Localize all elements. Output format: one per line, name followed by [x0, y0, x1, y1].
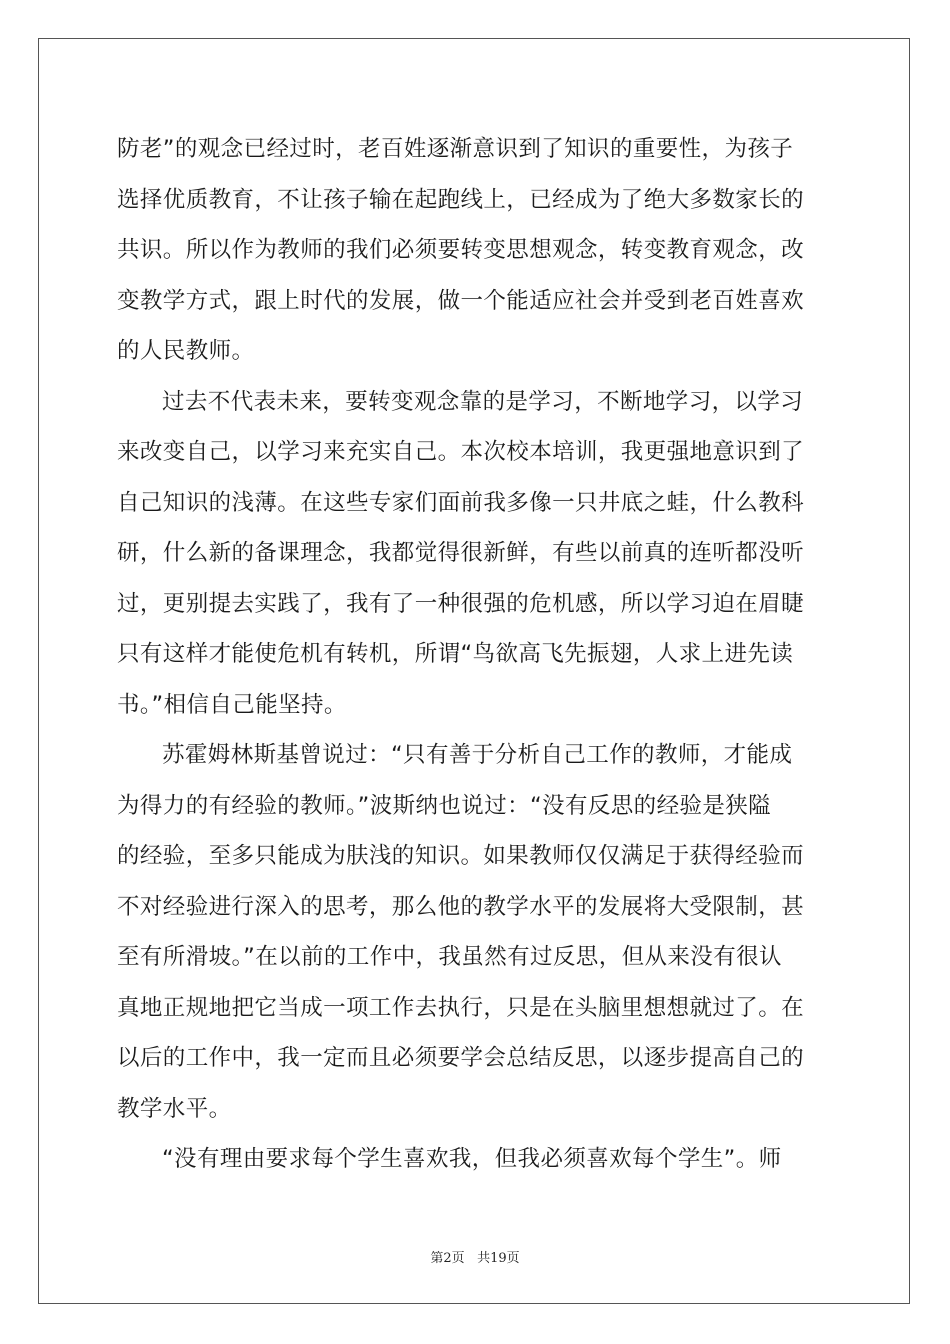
text-line: 以后的工作中，我一定而且必须要学会总结反思，以逐步提高自己的 — [117, 1045, 805, 1071]
paragraph-start-line: 过去不代表未来，要转变观念靠的是学习，不断地学习，以学习 — [162, 388, 804, 415]
text-line: 为得力的有经验的教师。”波斯纳也说过：“没有反思的经验是狭隘 — [117, 792, 772, 819]
text-line: 真地正规地把它当成一项工作去执行，只是在头脑里想想就过了。在 — [117, 994, 805, 1021]
text-line: 过，更别提去实践了，我有了一种很强的危机感，所以学习迫在眉睫 — [117, 590, 805, 617]
text-line: 书。”相信自己能坚持。 — [117, 691, 347, 718]
paragraph-start-line: “没有理由要求每个学生喜欢我，但我必须喜欢每个学生”。师 — [162, 1146, 782, 1172]
text-line: 研，什么新的备课理念，我都觉得很新鲜，有些以前真的连听都没听 — [117, 540, 805, 566]
text-line: 变教学方式，跟上时代的发展，做一个能适应社会并受到老百姓喜欢 — [117, 287, 805, 314]
page-footer — [0, 1247, 950, 1266]
page-number: 第2页 — [430, 1251, 465, 1266]
text-line: 只有这样才能使危机有转机，所谓“鸟欲高飞先振翅，人求上进先读 — [117, 641, 794, 667]
text-line: 选择优质教育，不让孩子输在起跑线上，已经成为了绝大多数家长的 — [117, 186, 805, 213]
text-line: 的经验，至多只能成为肤浅的知识。如果教师仅仅满足于获得经验而 — [117, 843, 805, 869]
text-line: 教学水平。 — [117, 1095, 232, 1122]
text-line: 自己知识的浅薄。在这些专家们面前我多像一只井底之蛙，什么教科 — [117, 489, 805, 516]
text-line: 防老”的观念已经过时，老百姓逐渐意识到了知识的重要性，为孩子 — [117, 136, 794, 162]
text-line: 来改变自己，以学习来充实自己。本次校本培训，我更强地意识到了 — [117, 439, 805, 465]
text-line: 不对经验进行深入的思考，那么他的教学水平的发展将大受限制，甚 — [117, 893, 805, 920]
paragraph-start-line: 苏霍姆林斯基曾说过：“只有善于分析自己工作的教师，才能成 — [162, 742, 793, 768]
text-line: 的人民教师。 — [117, 338, 255, 364]
total-pages: 共19页 — [477, 1251, 520, 1266]
document-body — [117, 124, 833, 1185]
text-line: 共识。所以作为教师的我们必须要转变思想观念，转变教育观念，改 — [117, 237, 805, 263]
text-line: 至有所滑坡。”在以前的工作中，我虽然有过反思，但从来没有很认 — [117, 944, 782, 970]
